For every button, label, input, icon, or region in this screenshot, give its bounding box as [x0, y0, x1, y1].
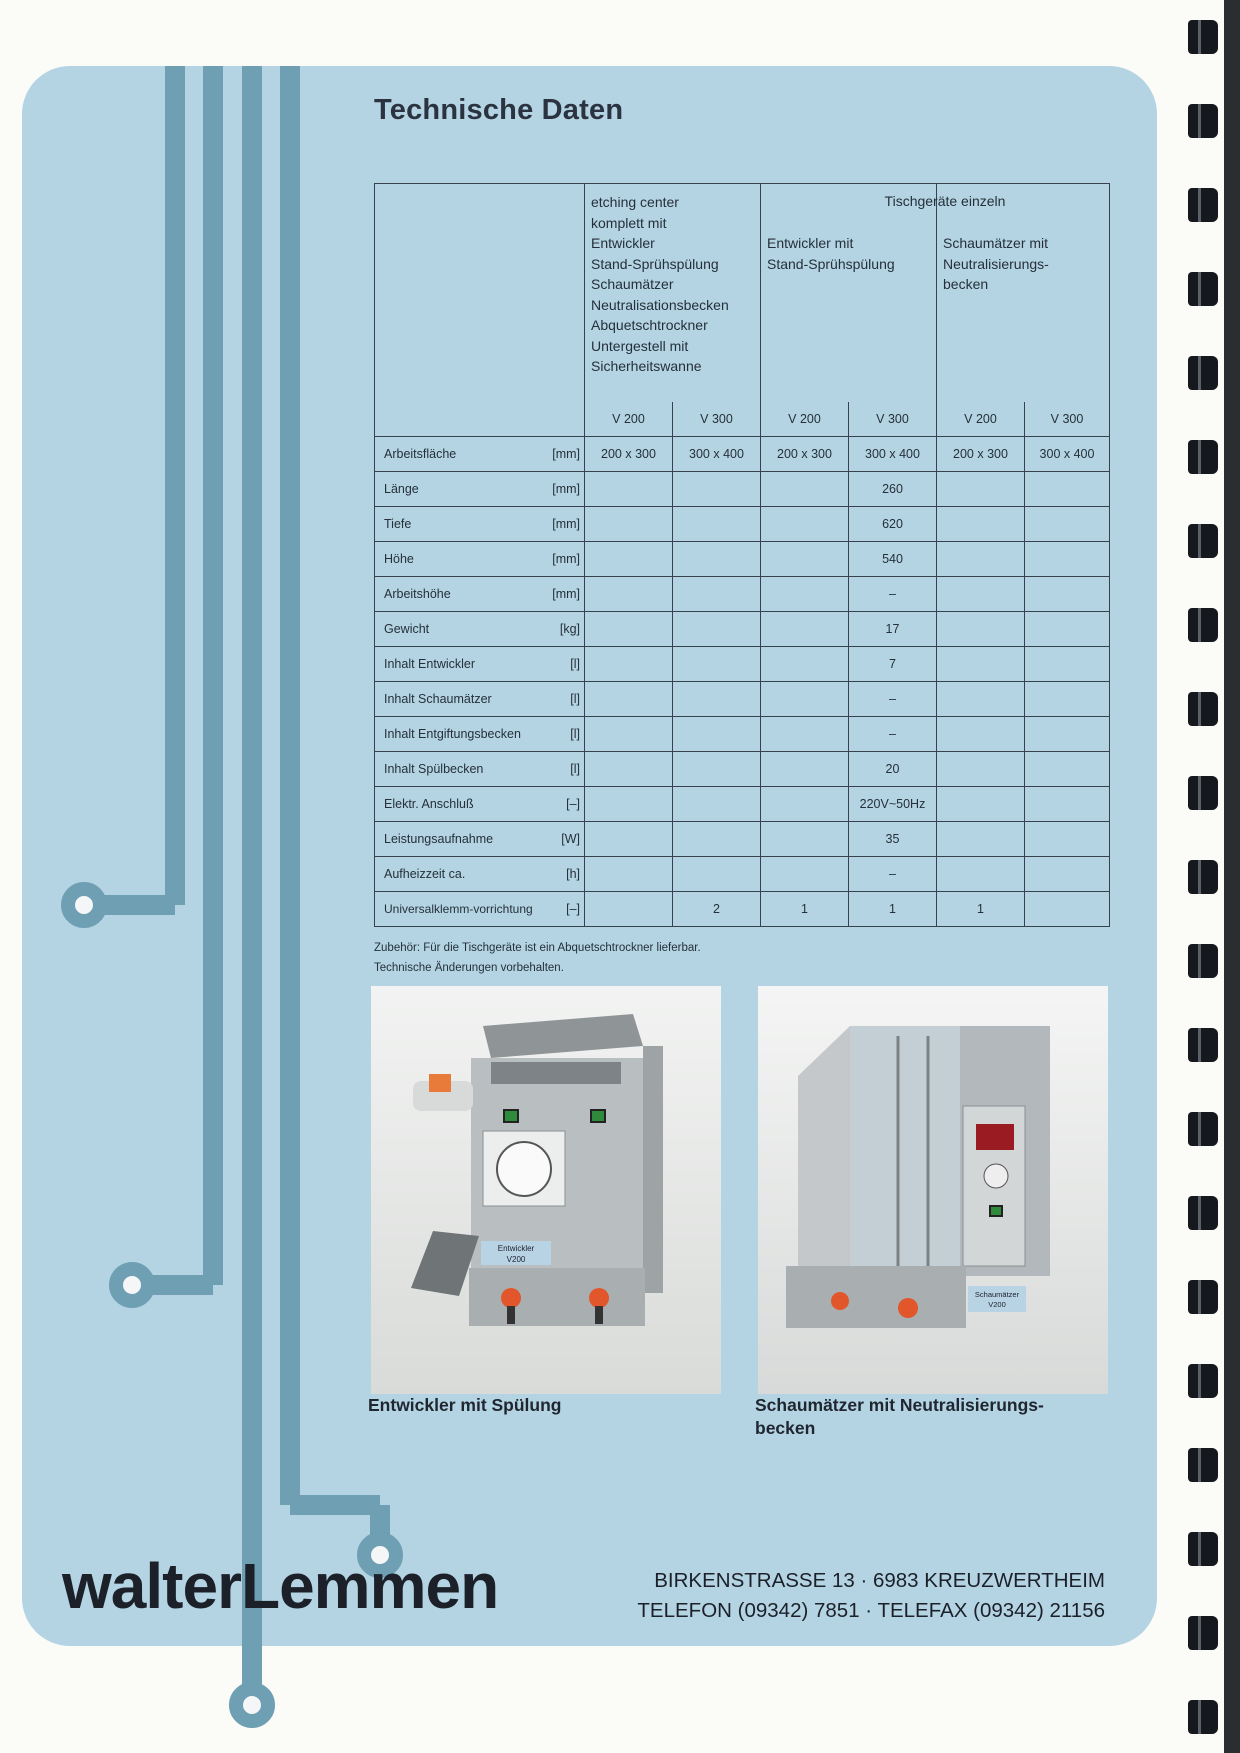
device-label-2: V200 — [506, 1255, 526, 1264]
value-cell: 300 x 400 — [849, 437, 937, 472]
value-cell — [761, 647, 849, 682]
row-unit: [mm] — [552, 517, 580, 531]
value-cell: 1 — [761, 892, 849, 927]
device-label-2: V200 — [988, 1300, 1006, 1309]
row-label — [375, 647, 585, 682]
table-row — [375, 682, 1110, 717]
value-cell — [673, 647, 761, 682]
value-cell — [673, 787, 761, 822]
row-unit: [mm] — [552, 482, 580, 496]
note-changes: Technische Änderungen vorbehalten. — [374, 962, 564, 974]
value-cell — [761, 542, 849, 577]
value-cell — [937, 647, 1025, 682]
table-row — [375, 507, 1110, 542]
value-cell — [673, 507, 761, 542]
value-cell — [673, 822, 761, 857]
value-cell — [673, 857, 761, 892]
value-cell — [585, 682, 673, 717]
table-row — [375, 822, 1110, 857]
value-cell: 620 — [849, 507, 937, 542]
row-label — [375, 787, 585, 822]
value-cell — [585, 507, 673, 542]
value-cell — [1025, 542, 1110, 577]
table-row — [375, 647, 1110, 682]
table-row — [375, 577, 1110, 612]
value-cell: 540 — [849, 542, 937, 577]
value-cell — [673, 682, 761, 717]
value-cell — [761, 752, 849, 787]
value-cell — [937, 752, 1025, 787]
row-label-text: Gewicht — [384, 622, 430, 636]
value-cell — [761, 612, 849, 647]
model-cell: V 200 — [937, 402, 1025, 437]
table-row — [375, 892, 1110, 927]
row-label — [375, 472, 585, 507]
header-entwickler: Tischgeräte einzeln Entwickler mit Stand-Sprühspülung — [761, 184, 937, 403]
model-cell: V 300 — [1025, 402, 1110, 437]
value-cell — [1025, 472, 1110, 507]
row-label — [375, 892, 585, 927]
row-label — [375, 542, 585, 577]
value-cell — [761, 472, 849, 507]
spec-table — [374, 183, 1110, 927]
value-cell — [937, 542, 1025, 577]
value-cell — [585, 787, 673, 822]
table-row — [375, 857, 1110, 892]
brand-part1: walter — [62, 1550, 241, 1622]
value-cell: 2 — [673, 892, 761, 927]
row-label-text: Inhalt Schaumätzer — [384, 692, 492, 706]
value-cell — [585, 542, 673, 577]
value-cell — [585, 577, 673, 612]
header-schaumaetzer: Schaumätzer mit Neutralisierungs- becken — [937, 184, 1110, 403]
row-label — [375, 822, 585, 857]
value-cell — [761, 507, 849, 542]
value-cell — [1025, 787, 1110, 822]
row-label — [375, 612, 585, 647]
value-cell — [585, 752, 673, 787]
row-unit: [kg] — [559, 622, 580, 636]
value-cell: 1 — [937, 892, 1025, 927]
value-cell: 7 — [849, 647, 937, 682]
row-label-text: Arbeitsfläche — [384, 447, 457, 461]
row-label-text: Inhalt Entgiftungsbecken — [384, 727, 521, 741]
value-cell — [761, 787, 849, 822]
value-cell — [585, 822, 673, 857]
value-cell — [937, 577, 1025, 612]
row-label — [375, 857, 585, 892]
table-row — [375, 717, 1110, 752]
row-unit: [l] — [570, 727, 580, 741]
value-cell — [937, 857, 1025, 892]
caption-entwickler: Entwickler mit Spülung — [368, 1395, 562, 1415]
value-cell — [1025, 577, 1110, 612]
value-cell — [673, 542, 761, 577]
row-unit: [W] — [561, 832, 580, 846]
value-cell — [1025, 612, 1110, 647]
value-cell — [937, 507, 1025, 542]
row-label — [375, 752, 585, 787]
value-cell — [937, 682, 1025, 717]
value-cell: – — [849, 717, 937, 752]
value-cell — [937, 472, 1025, 507]
row-label — [375, 717, 585, 752]
table-row — [375, 542, 1110, 577]
table-row — [375, 437, 1110, 472]
value-cell — [761, 717, 849, 752]
row-label-text: Höhe — [384, 552, 414, 566]
value-cell — [585, 717, 673, 752]
row-label-text: Arbeitshöhe — [384, 587, 451, 601]
value-cell: 17 — [849, 612, 937, 647]
value-cell — [761, 577, 849, 612]
row-label-text: Aufheizzeit ca. — [384, 867, 466, 881]
value-cell — [761, 682, 849, 717]
row-label-text: Leistungsaufnahme — [384, 832, 494, 846]
row-unit: [l] — [570, 692, 580, 706]
value-cell — [1025, 647, 1110, 682]
value-cell: – — [849, 577, 937, 612]
header-etching-center: etching center komplett mit Entwickler Stand-Sprühspülung Schaumätzer Neutralisationsbecken Abquetschtrockner Untergestell mit Sicherheitswanne — [585, 184, 761, 403]
table-row — [375, 752, 1110, 787]
table-row — [375, 787, 1110, 822]
value-cell — [1025, 892, 1110, 927]
row-unit: [mm] — [552, 447, 580, 461]
value-cell: 200 x 300 — [937, 437, 1025, 472]
table-notes — [374, 938, 701, 978]
spiral-binding — [1160, 0, 1240, 1753]
value-cell — [585, 647, 673, 682]
table-row — [375, 612, 1110, 647]
value-cell: – — [849, 682, 937, 717]
caption-schaumaetzer: Schaumätzer mit Neutralisierungs- becken — [755, 1395, 1044, 1438]
value-cell — [585, 472, 673, 507]
row-label-text: Tiefe — [384, 517, 412, 531]
header-group-tischgeraete: Tischgeräte einzeln — [884, 193, 1006, 209]
value-cell: 300 x 400 — [673, 437, 761, 472]
value-cell — [937, 787, 1025, 822]
value-cell — [1025, 752, 1110, 787]
row-unit: [–] — [566, 797, 580, 811]
model-cell: V 300 — [673, 402, 761, 437]
model-cell: V 300 — [849, 402, 937, 437]
device-label-1: Schaumätzer — [974, 1290, 1020, 1299]
photo-schaumaetzer — [758, 986, 1108, 1394]
note-accessory: Zubehör: Für die Tischgeräte ist ein Abquetschtrockner lieferbar. — [374, 942, 701, 954]
row-label — [375, 507, 585, 542]
page-title: Technische Daten — [374, 94, 624, 126]
value-cell: 260 — [849, 472, 937, 507]
value-cell — [1025, 857, 1110, 892]
row-label — [375, 437, 585, 472]
value-cell — [673, 752, 761, 787]
value-cell: 1 — [849, 892, 937, 927]
row-unit: [h] — [566, 867, 580, 881]
value-cell — [673, 612, 761, 647]
row-label-text: Länge — [384, 482, 419, 496]
row-unit: [mm] — [552, 587, 580, 601]
value-cell — [1025, 507, 1110, 542]
brand-part2: Lemmen — [240, 1550, 499, 1622]
device-label-1: Entwickler — [497, 1244, 535, 1253]
value-cell — [1025, 682, 1110, 717]
row-label — [375, 682, 585, 717]
value-cell — [585, 857, 673, 892]
value-cell: 35 — [849, 822, 937, 857]
row-label — [375, 577, 585, 612]
address-block — [590, 1566, 1105, 1626]
row-unit: [l] — [570, 657, 580, 671]
value-cell — [937, 822, 1025, 857]
row-unit: [mm] — [552, 552, 580, 566]
value-cell — [673, 717, 761, 752]
value-cell — [937, 717, 1025, 752]
model-cell: V 200 — [761, 402, 849, 437]
address-line: BIRKENSTRASSE 13 · 6983 KREUZWERTHEIM — [654, 1569, 1105, 1592]
photo-entwickler — [371, 986, 721, 1394]
value-cell — [1025, 822, 1110, 857]
value-cell — [761, 857, 849, 892]
model-cell: V 200 — [585, 402, 673, 437]
value-cell — [937, 612, 1025, 647]
row-unit: [–] — [566, 902, 580, 916]
value-cell — [1025, 717, 1110, 752]
value-cell — [673, 577, 761, 612]
value-cell: – — [849, 857, 937, 892]
row-label-text: Elektr. Anschluß — [384, 797, 474, 811]
value-cell: 200 x 300 — [585, 437, 673, 472]
value-cell: 20 — [849, 752, 937, 787]
phone-line: TELEFON (09342) 7851 · TELEFAX (09342) 21156 — [637, 1599, 1105, 1622]
row-label-text: Inhalt Entwickler — [384, 657, 476, 671]
value-cell: 300 x 400 — [1025, 437, 1110, 472]
brand-logo — [62, 1546, 498, 1626]
value-cell: 220V~50Hz — [849, 787, 937, 822]
value-cell — [673, 472, 761, 507]
value-cell — [761, 822, 849, 857]
value-cell — [585, 892, 673, 927]
value-cell: 200 x 300 — [761, 437, 849, 472]
table-corner — [375, 184, 585, 437]
row-label-text: Inhalt Spülbecken — [384, 762, 484, 776]
row-label-text: Universalklemm-vorrichtung — [384, 902, 533, 916]
value-cell — [585, 612, 673, 647]
row-unit: [l] — [570, 762, 580, 776]
table-row — [375, 472, 1110, 507]
